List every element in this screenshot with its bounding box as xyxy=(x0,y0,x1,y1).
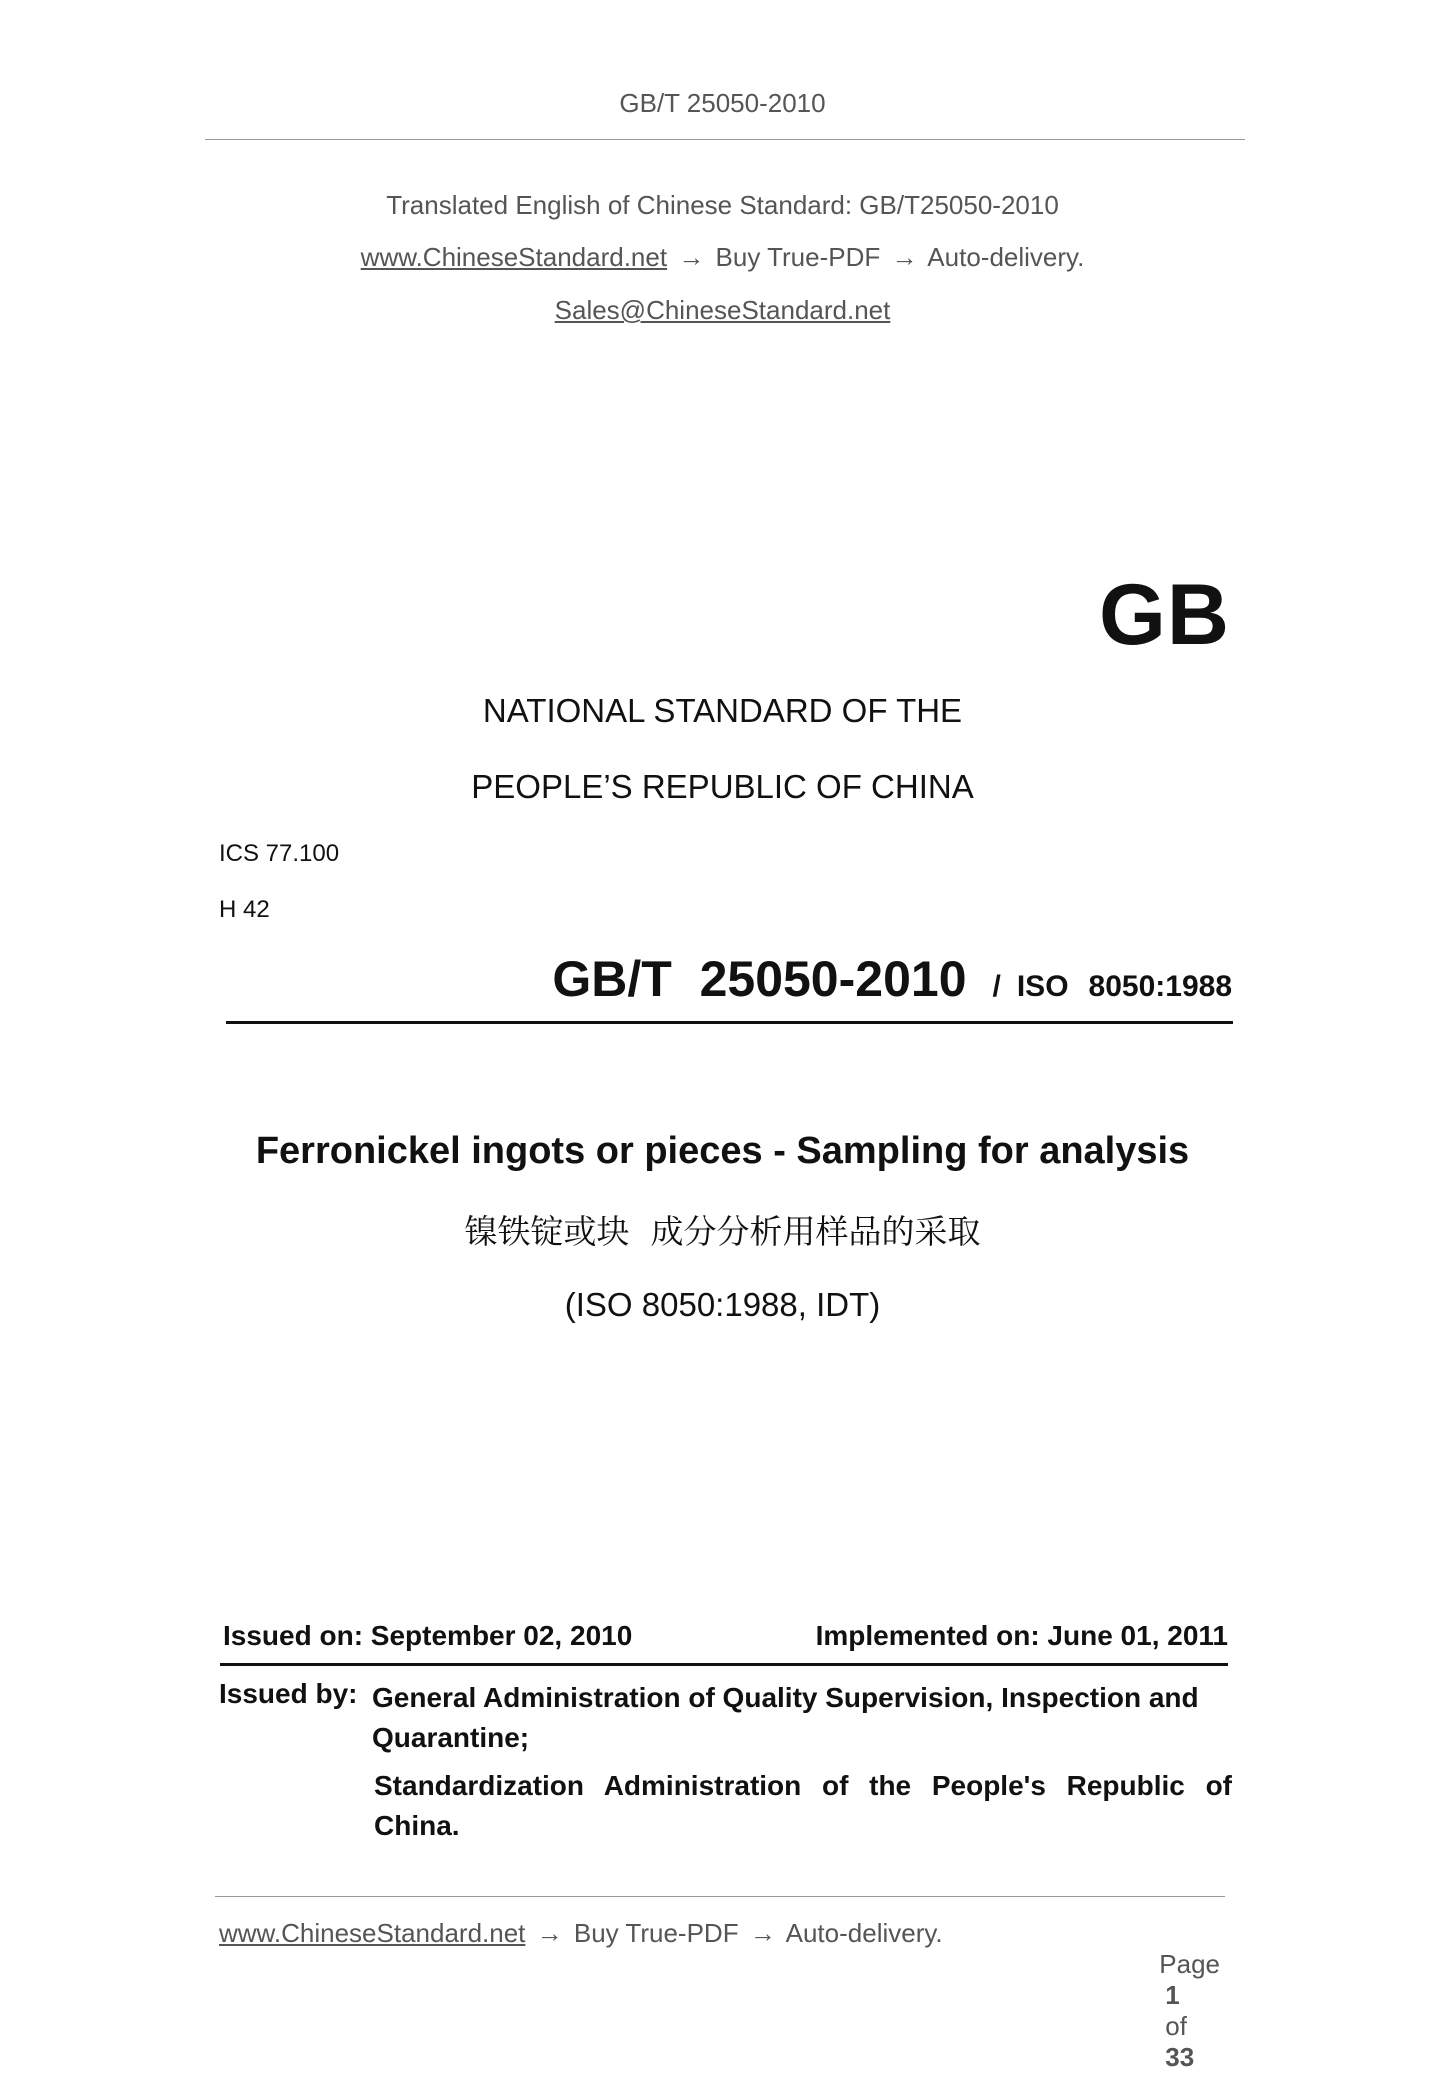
standard-number: GB/T 25050-2010 xyxy=(552,951,967,1007)
national-line-1: NATIONAL STANDARD OF THE xyxy=(482,692,963,729)
footer-rule xyxy=(215,1896,1225,1897)
dates-rule xyxy=(220,1663,1228,1666)
iso-label: ISO xyxy=(1016,970,1069,1003)
page-label: Page xyxy=(1159,1949,1220,1979)
page-number: 1 xyxy=(1165,1980,1180,2010)
standard-rule xyxy=(226,1021,1233,1024)
page-total: 33 xyxy=(1165,2042,1195,2072)
arrow-right-icon: → xyxy=(536,1918,563,1948)
banner-email-line xyxy=(0,295,1445,326)
footer-auto-text: Auto-delivery. xyxy=(785,1918,943,1948)
page-indicator xyxy=(1145,1918,1220,2073)
header-rule xyxy=(205,139,1245,140)
arrow-right-icon: → xyxy=(678,242,705,272)
iso-number: 8050:1988 xyxy=(1088,970,1232,1003)
standard-slash: / xyxy=(992,970,1001,1003)
gb-mark: GB xyxy=(1099,567,1230,663)
banner-line2 xyxy=(0,242,1445,273)
issuer-org-2: Standardization Administration of the People's Republic of China. xyxy=(374,1770,1232,1841)
implemented-date: Implemented on: June 01, 2011 xyxy=(815,1620,1228,1651)
idt-reference: (ISO 8050:1988, IDT) xyxy=(564,1286,881,1323)
banner-site-link[interactable]: www.ChineseStandard.net xyxy=(360,242,668,272)
h-code: H 42 xyxy=(219,896,270,923)
arrow-right-icon: → xyxy=(749,1918,776,1948)
footer-site-link[interactable]: www.ChineseStandard.net xyxy=(219,1918,526,1948)
running-header: GB/T 25050-2010 xyxy=(619,88,826,118)
banner-buy-text: Buy True-PDF xyxy=(715,242,881,272)
issued-date: Issued on: September 02, 2010 xyxy=(223,1620,633,1651)
of-label: of xyxy=(1165,2011,1187,2041)
title-chinese: 镍铁锭或块 成分分析用样品的采取 xyxy=(464,1212,981,1251)
title-english: Ferronickel ingots or pieces - Sampling for analysis xyxy=(255,1130,1190,1172)
arrow-right-icon: → xyxy=(891,242,918,272)
standard-number-line xyxy=(552,950,1232,1008)
ics-code: ICS 77.100 xyxy=(219,840,340,867)
footer-links xyxy=(219,1918,943,1949)
national-line-2: PEOPLE’S REPUBLIC OF CHINA xyxy=(471,768,974,805)
issued-by-label: Issued by: xyxy=(219,1678,358,1709)
banner-email-link[interactable]: Sales@ChineseStandard.net xyxy=(554,295,891,325)
issuer-org-1: General Administration of Quality Supervision, Inspection and Quarantine; xyxy=(372,1682,1199,1753)
banner-line1: Translated English of Chinese Standard: GB/T25050-2010 xyxy=(386,190,1059,220)
banner-auto-text: Auto-delivery. xyxy=(927,242,1085,272)
footer-buy-text: Buy True-PDF xyxy=(573,1918,739,1948)
